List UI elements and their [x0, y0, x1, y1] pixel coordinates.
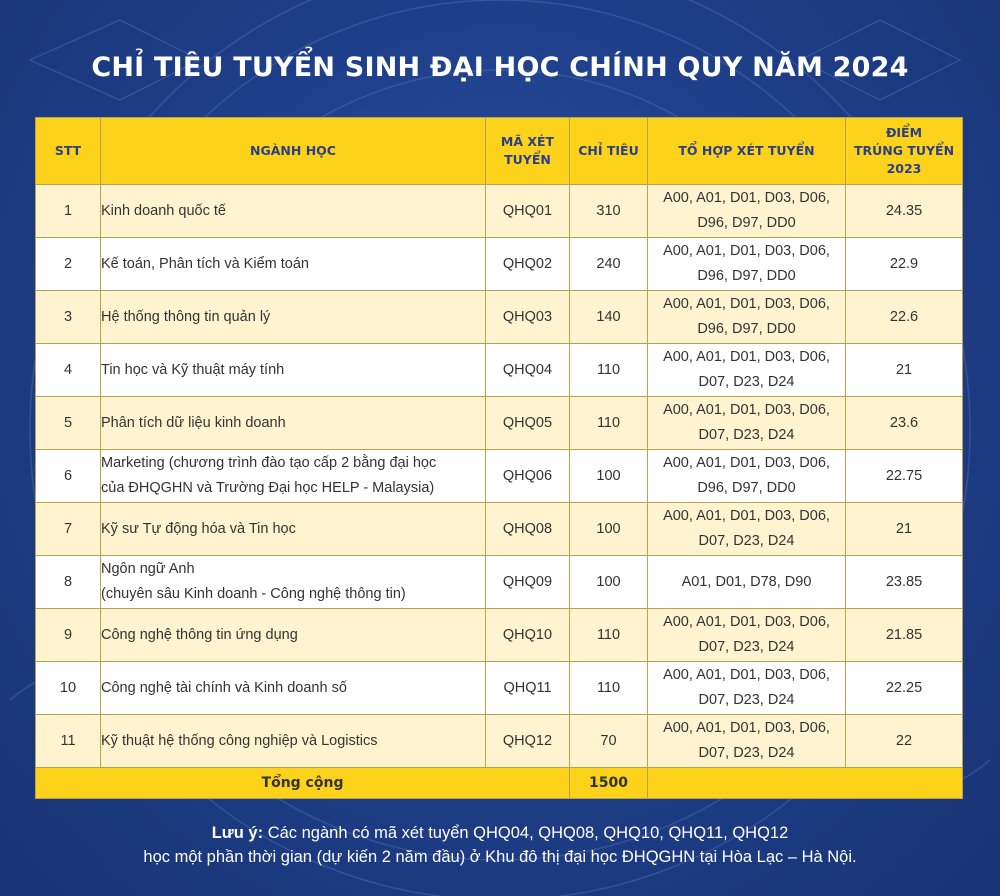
cell-combo-text: D07, D23, D24: [698, 427, 795, 443]
cell-quota: [570, 662, 648, 715]
cell-stt-text: 4: [63, 362, 73, 378]
cell-major: [101, 397, 486, 450]
cell-major-text: Tin học và Kỹ thuật máy tính: [101, 361, 285, 378]
cell-major-text: Công nghệ tài chính và Kinh doanh số: [101, 679, 347, 696]
cell-quota-text: 100: [596, 468, 621, 484]
cell-score: [846, 238, 963, 291]
cell-quota: [570, 397, 648, 450]
cell-code: [486, 503, 570, 556]
cell-major-text: Hệ thống thông tin quản lý: [101, 308, 271, 325]
cell-code-text: QHQ06: [502, 468, 553, 484]
cell-combo-text: A01, D01, D78, D90: [681, 573, 812, 590]
cell-code: [486, 715, 570, 768]
cell-major: [101, 185, 486, 238]
cell-score: [846, 291, 963, 344]
cell-code: [486, 450, 570, 503]
cell-code: [486, 556, 570, 609]
cell-major-text: của ĐHQGHN và Trường Đại học HELP - Malaysia): [101, 480, 435, 496]
cell-stt-text: 6: [63, 468, 73, 484]
cell-score-text: 22.75: [885, 468, 923, 484]
cell-stt-text: 3: [63, 309, 73, 325]
cell-code-text: QHQ11: [503, 680, 552, 696]
cell-combo: [648, 397, 846, 450]
total-empty: [648, 768, 963, 799]
cell-major: [101, 344, 486, 397]
cell-code-text: QHQ02: [502, 256, 553, 272]
cell-quota: [570, 238, 648, 291]
table-row: [36, 344, 963, 397]
cell-score-text: 21: [895, 521, 913, 537]
cell-major-text: Ngôn ngữ Anh: [101, 561, 195, 577]
page-title: CHỈ TIÊU TUYỂN SINH ĐẠI HỌC CHÍNH QUY NĂM 2024: [91, 52, 909, 83]
cell-combo-text: A00, A01, D01, D03, D06,: [663, 455, 830, 471]
cell-quota: [570, 185, 648, 238]
cell-combo-text: D07, D23, D24: [698, 745, 795, 761]
cell-combo-text: A00, A01, D01, D03, D06,: [663, 720, 830, 736]
cell-stt: [36, 185, 101, 238]
table-row: [36, 450, 963, 503]
cell-stt: [36, 609, 101, 662]
cell-score: [846, 344, 963, 397]
cell-score-text: 24.35: [885, 203, 923, 219]
cell-code-text: QHQ05: [502, 415, 553, 431]
cell-stt: [36, 238, 101, 291]
cell-combo-text: A00, A01, D01, D03, D06,: [663, 243, 830, 259]
cell-score: [846, 715, 963, 768]
cell-code: [486, 662, 570, 715]
cell-quota: [570, 503, 648, 556]
cell-stt: [36, 662, 101, 715]
cell-stt-text: 7: [63, 521, 73, 537]
cell-code: [486, 185, 570, 238]
table-row: [36, 556, 963, 609]
cell-major: [101, 715, 486, 768]
total-row: [36, 768, 963, 799]
cell-combo-text: D96, D97, DD0: [697, 480, 796, 496]
cell-combo-text: D96, D97, DD0: [697, 215, 796, 231]
cell-combo: [648, 185, 846, 238]
cell-major: [101, 291, 486, 344]
table-row: [36, 715, 963, 768]
cell-code-text: QHQ03: [502, 309, 553, 325]
cell-code-text: QHQ12: [502, 733, 553, 749]
cell-quota-text: 110: [596, 415, 621, 431]
cell-score: [846, 503, 963, 556]
cell-combo: [648, 662, 846, 715]
cell-score: [846, 450, 963, 503]
cell-quota: [570, 291, 648, 344]
cell-score: [846, 556, 963, 609]
cell-combo-text: D07, D23, D24: [698, 692, 795, 708]
cell-stt-text: 8: [63, 574, 73, 590]
cell-combo-text: D96, D97, DD0: [697, 268, 796, 284]
cell-major: [101, 662, 486, 715]
cell-score: [846, 609, 963, 662]
header-quota: CHỈ TIÊU: [570, 118, 648, 185]
cell-code: [486, 291, 570, 344]
table-row: [36, 503, 963, 556]
cell-stt-text: 5: [63, 415, 73, 431]
cell-code: [486, 397, 570, 450]
cell-major: [101, 556, 486, 609]
cell-major: [101, 450, 486, 503]
cell-quota: [570, 715, 648, 768]
cell-stt: [36, 715, 101, 768]
cell-combo-text: A00, A01, D01, D03, D06,: [663, 349, 830, 365]
cell-code: [486, 238, 570, 291]
footnote-line2: học một phần thời gian (dự kiến 2 năm đầu) ở Khu đô thị đại học ĐHQGHN tại Hòa Lạc – Hà Nội.: [143, 848, 857, 866]
cell-combo: [648, 609, 846, 662]
cell-quota-text: 240: [596, 256, 621, 272]
cell-combo-text: D07, D23, D24: [698, 639, 795, 655]
cell-quota: [570, 609, 648, 662]
cell-code-text: QHQ10: [502, 627, 553, 643]
header-score-line2: TRÚNG TUYỂN: [853, 143, 955, 158]
cell-score-text: 22.9: [889, 256, 919, 272]
cell-stt: [36, 503, 101, 556]
cell-combo: [648, 344, 846, 397]
cell-major-text: Kế toán, Phân tích và Kiểm toán: [101, 255, 309, 272]
cell-code-text: QHQ04: [502, 362, 553, 378]
header-stt: STT: [36, 118, 101, 185]
cell-score-text: 22: [895, 733, 913, 749]
cell-code-text: QHQ09: [502, 574, 553, 590]
cell-stt-text: 1: [63, 203, 73, 219]
header-code-line1: MÃ XÉT: [500, 134, 555, 149]
table-row: [36, 397, 963, 450]
cell-major: [101, 238, 486, 291]
cell-quota-text: 100: [596, 574, 621, 590]
cell-combo-text: D07, D23, D24: [698, 533, 795, 549]
cell-combo: [648, 291, 846, 344]
cell-stt-text: 11: [60, 733, 76, 749]
cell-score: [846, 662, 963, 715]
header-score-line1: ĐIỂM: [885, 125, 923, 140]
cell-quota-text: 100: [596, 521, 621, 537]
table-row: [36, 238, 963, 291]
header-combo: TỔ HỢP XÉT TUYỂN: [648, 118, 846, 185]
total-label: Tổng cộng: [36, 768, 570, 799]
cell-score-text: 22.25: [885, 680, 923, 696]
cell-score-text: 22.6: [889, 309, 919, 325]
cell-combo-text: A00, A01, D01, D03, D06,: [663, 508, 830, 524]
cell-code: [486, 344, 570, 397]
cell-major: [101, 503, 486, 556]
header-score-line3: 2023: [886, 161, 922, 176]
cell-major-text: Công nghệ thông tin ứng dụng: [101, 626, 298, 643]
cell-stt: [36, 397, 101, 450]
cell-combo-text: D96, D97, DD0: [697, 321, 796, 337]
cell-quota: [570, 556, 648, 609]
cell-stt-text: 9: [63, 627, 73, 643]
admissions-table: [35, 117, 963, 799]
table-row: [36, 662, 963, 715]
cell-combo: [648, 715, 846, 768]
cell-quota-text: 310: [596, 203, 621, 219]
footnote-label: Lưu ý:: [211, 824, 264, 842]
footnote-text1: Các ngành có mã xét tuyển QHQ04, QHQ08, QHQ10, QHQ11, QHQ12: [267, 824, 789, 842]
cell-score-text: 23.6: [889, 415, 919, 431]
cell-major: [101, 609, 486, 662]
header-score: [846, 118, 963, 185]
header-major: NGÀNH HỌC: [101, 118, 486, 185]
cell-combo-text: A00, A01, D01, D03, D06,: [663, 190, 830, 206]
cell-combo-text: A00, A01, D01, D03, D06,: [663, 402, 830, 418]
table-row: [36, 291, 963, 344]
header-code: [486, 118, 570, 185]
cell-quota: [570, 344, 648, 397]
cell-stt: [36, 344, 101, 397]
cell-major-text: Kinh doanh quốc tế: [101, 202, 226, 219]
cell-combo-text: A00, A01, D01, D03, D06,: [663, 667, 830, 683]
cell-combo-text: A00, A01, D01, D03, D06,: [663, 614, 830, 630]
cell-quota-text: 140: [596, 309, 621, 325]
cell-stt-text: 10: [59, 680, 77, 696]
cell-score: [846, 397, 963, 450]
header-code-line2: TUYỂN: [504, 152, 551, 167]
cell-code: [486, 609, 570, 662]
cell-major-text: Kỹ thuật hệ thống công nghiệp và Logistics: [101, 732, 378, 749]
cell-quota: [570, 450, 648, 503]
cell-combo: [648, 450, 846, 503]
total-quota: 1500: [570, 768, 648, 799]
cell-combo: [648, 556, 846, 609]
cell-quota-text: 110: [596, 680, 621, 696]
cell-quota-text: 70: [600, 733, 617, 749]
cell-stt: [36, 291, 101, 344]
cell-quota-text: 110: [596, 362, 621, 378]
cell-stt-text: 2: [63, 256, 73, 272]
cell-code-text: QHQ01: [502, 203, 553, 219]
cell-combo-text: A00, A01, D01, D03, D06,: [663, 296, 830, 312]
cell-stt: [36, 556, 101, 609]
cell-score-text: 21.85: [885, 627, 923, 643]
cell-stt: [36, 450, 101, 503]
table-row: [36, 609, 963, 662]
footnote-line1: [0, 821, 1000, 845]
cell-major-text: (chuyên sâu Kinh doanh - Công nghệ thông tin): [101, 586, 406, 602]
footnote: [0, 821, 1000, 869]
cell-score-text: 23.85: [885, 574, 923, 590]
cell-major-text: Phân tích dữ liệu kinh doanh: [101, 414, 286, 431]
cell-combo-text: D07, D23, D24: [698, 374, 795, 390]
cell-major-text: Kỹ sư Tự động hóa và Tin học: [101, 520, 296, 537]
table-header-row: [36, 118, 963, 185]
cell-score-text: 21: [895, 362, 913, 378]
cell-combo: [648, 238, 846, 291]
cell-score: [846, 185, 963, 238]
cell-major-text: Marketing (chương trình đào tạo cấp 2 bằng đại học: [101, 455, 437, 471]
table-row: [36, 185, 963, 238]
cell-combo: [648, 503, 846, 556]
cell-quota-text: 110: [596, 627, 621, 643]
cell-code-text: QHQ08: [502, 521, 553, 537]
